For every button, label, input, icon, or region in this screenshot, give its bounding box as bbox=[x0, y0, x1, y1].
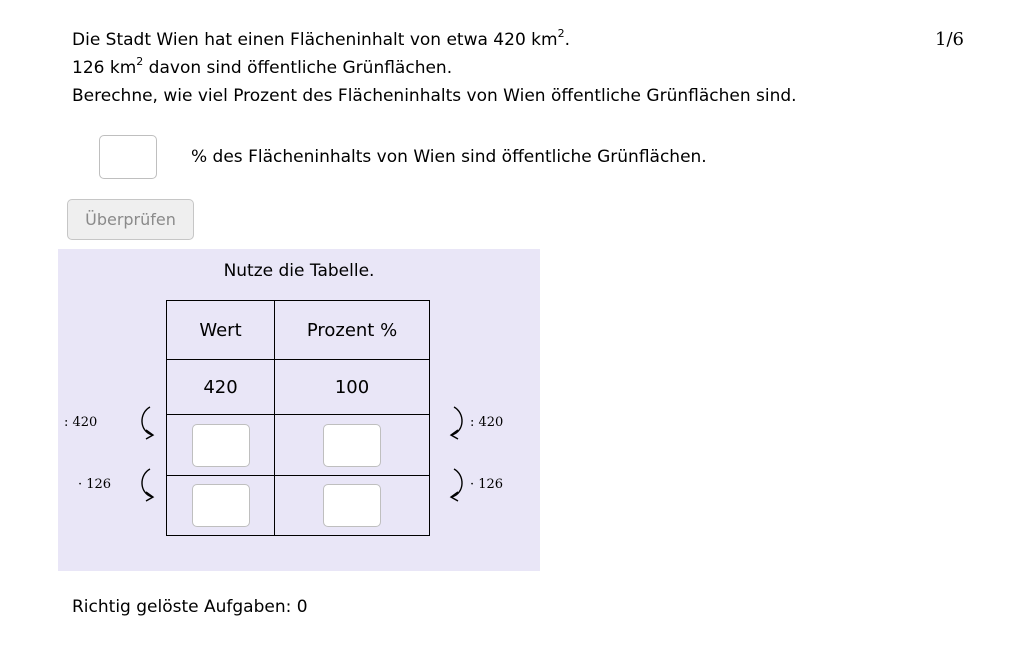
answer-row bbox=[99, 134, 707, 180]
ratio-table bbox=[166, 300, 430, 536]
panel-title: Nutze die Tabelle. bbox=[223, 261, 375, 281]
input-wert-2[interactable] bbox=[192, 424, 250, 467]
table-row-1 bbox=[167, 360, 430, 415]
cell-prozent-1: 100 bbox=[275, 360, 430, 415]
header-prozent: Prozent % bbox=[275, 301, 430, 360]
curved-arrow-right-icon bbox=[442, 405, 468, 441]
op-right-multiply: · 126 bbox=[470, 477, 504, 492]
input-wert-3[interactable] bbox=[192, 484, 250, 527]
table-row-2 bbox=[167, 415, 430, 476]
header-wert: Wert bbox=[167, 301, 275, 360]
curved-arrow-right-icon bbox=[442, 467, 468, 503]
table-header-row bbox=[167, 301, 430, 360]
cell-wert-1: 420 bbox=[167, 360, 275, 415]
task-counter: 1/6 bbox=[935, 29, 964, 50]
input-prozent-3[interactable] bbox=[323, 484, 381, 527]
problem-line-3: Berechne, wie viel Prozent des Flächeninhalts von Wien öffentliche Grünflächen sind. bbox=[72, 86, 797, 106]
input-prozent-2[interactable] bbox=[323, 424, 381, 467]
curved-arrow-left-icon bbox=[136, 467, 162, 503]
answer-input[interactable] bbox=[99, 135, 157, 179]
table-row-3 bbox=[167, 476, 430, 536]
op-left-multiply: · 126 bbox=[78, 477, 112, 492]
problem-text bbox=[72, 26, 797, 110]
score-text: Richtig gelöste Aufgaben: 0 bbox=[72, 597, 308, 617]
problem-line-2: 126 $km^2$ davon sind öffentliche Grünflächen. bbox=[72, 55, 453, 78]
curved-arrow-left-icon bbox=[136, 405, 162, 441]
op-right-divide: : 420 bbox=[470, 415, 504, 430]
check-button[interactable]: Überprüfen bbox=[67, 199, 194, 240]
answer-label: % des Flächeninhalts von Wien sind öffentliche Grünflächen. bbox=[191, 147, 707, 167]
op-left-divide: : 420 bbox=[64, 415, 98, 430]
helper-panel bbox=[58, 249, 540, 571]
problem-line-1: Die Stadt Wien hat einen Flächeninhalt von etwa 420 $km^2$. bbox=[72, 27, 570, 50]
